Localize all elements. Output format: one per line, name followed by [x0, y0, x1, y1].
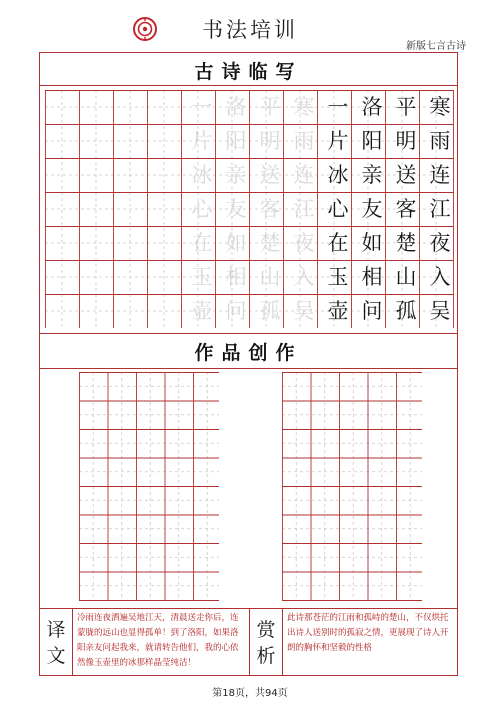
practice-character: 如 — [225, 231, 247, 255]
practice-character: 一 — [191, 95, 213, 119]
practice-character: 友 — [361, 197, 383, 221]
practice-character: 冰 — [327, 163, 349, 187]
practice-character: 相 — [225, 265, 247, 289]
practice-character: 明 — [259, 129, 281, 153]
practice-character: 送 — [395, 163, 417, 187]
practice-character: 吴 — [293, 299, 315, 323]
practice-character: 客 — [395, 197, 417, 221]
practice-character: 夜 — [429, 231, 451, 255]
creation-grid-left — [79, 372, 219, 604]
practice-character: 玉 — [191, 265, 213, 289]
practice-character: 壶 — [191, 299, 213, 323]
practice-character: 山 — [395, 265, 417, 289]
practice-character: 送 — [259, 163, 281, 187]
practice-character: 相 — [361, 265, 383, 289]
practice-character: 寒 — [429, 95, 451, 119]
creation-heading: 作品创作 — [194, 341, 303, 364]
practice-character: 心 — [327, 197, 349, 221]
practice-character: 问 — [225, 299, 247, 323]
practice-character: 片 — [327, 129, 349, 153]
divider-line — [40, 85, 457, 86]
page-number: 第18页，共94页 — [212, 688, 288, 699]
practice-character: 寒 — [293, 95, 315, 119]
practice-character: 连 — [293, 163, 315, 187]
practice-character: 江 — [293, 197, 315, 221]
creation-grid-right — [282, 372, 422, 604]
practice-character: 山 — [259, 265, 281, 289]
appreciation-text: 此诗那苍茫的江雨和孤峙的楚山，不仅烘托出诗人送别时的孤寂之情，更展现了诗人开朗的胸怀和坚毅的性格 — [287, 613, 449, 653]
practice-character: 夜 — [293, 231, 315, 255]
practice-character: 洛 — [361, 95, 383, 119]
model-column — [423, 90, 457, 328]
label-divider — [282, 608, 283, 675]
practice-character: 洛 — [225, 95, 247, 119]
practice-character: 入 — [429, 265, 451, 289]
panel-divider — [249, 608, 250, 675]
trace-column — [185, 90, 219, 328]
practice-character: 平 — [259, 95, 281, 119]
practice-character: 平 — [395, 95, 417, 119]
divider-line — [40, 368, 457, 369]
practice-character: 如 — [361, 231, 383, 255]
trace-column — [253, 90, 287, 328]
practice-character: 玉 — [327, 265, 349, 289]
label-divider — [72, 608, 73, 675]
page-subtitle: 新版七言古诗 — [406, 41, 466, 52]
practice-character: 雨 — [293, 129, 315, 153]
practice-character: 江 — [429, 197, 451, 221]
appreciation-label: 赏 析 — [256, 619, 276, 667]
model-column — [321, 90, 355, 328]
translation-label: 译 文 — [46, 619, 66, 667]
trace-column — [287, 90, 321, 328]
practice-character: 明 — [395, 129, 417, 153]
model-column — [355, 90, 389, 328]
practice-character: 亲 — [225, 163, 247, 187]
practice-character: 亲 — [361, 163, 383, 187]
practice-character: 壶 — [327, 299, 349, 323]
practice-character: 在 — [191, 231, 213, 255]
model-column — [389, 90, 423, 328]
practice-character: 问 — [361, 299, 383, 323]
practice-character: 阳 — [361, 129, 383, 153]
practice-character: 孤 — [395, 299, 417, 323]
practice-character: 片 — [191, 129, 213, 153]
divider-line — [40, 333, 457, 334]
practice-character: 冰 — [191, 163, 213, 187]
practice-character: 楚 — [259, 231, 281, 255]
practice-character: 友 — [225, 197, 247, 221]
practice-character: 在 — [327, 231, 349, 255]
practice-character: 阳 — [225, 129, 247, 153]
practice-character: 雨 — [429, 129, 451, 153]
practice-character: 吴 — [429, 299, 451, 323]
translation-text: 冷雨连夜洒遍吴地江天，清晨送走你后，连蒙胧的远山也显得孤单！到了洛阳，如果洛阳亲友问起我来，就请转告他们，我的心依然像玉壶里的冰那样晶莹纯洁！ — [77, 613, 239, 668]
practice-character: 心 — [191, 197, 213, 221]
trace-column — [219, 90, 253, 328]
practice-heading: 古诗临写 — [194, 60, 303, 83]
page-title: 书法培训 — [202, 18, 298, 42]
practice-character: 连 — [429, 163, 451, 187]
practice-character: 一 — [327, 95, 349, 119]
practice-character: 入 — [293, 265, 315, 289]
practice-character: 客 — [259, 197, 281, 221]
practice-character: 楚 — [395, 231, 417, 255]
practice-character: 孤 — [259, 299, 281, 323]
